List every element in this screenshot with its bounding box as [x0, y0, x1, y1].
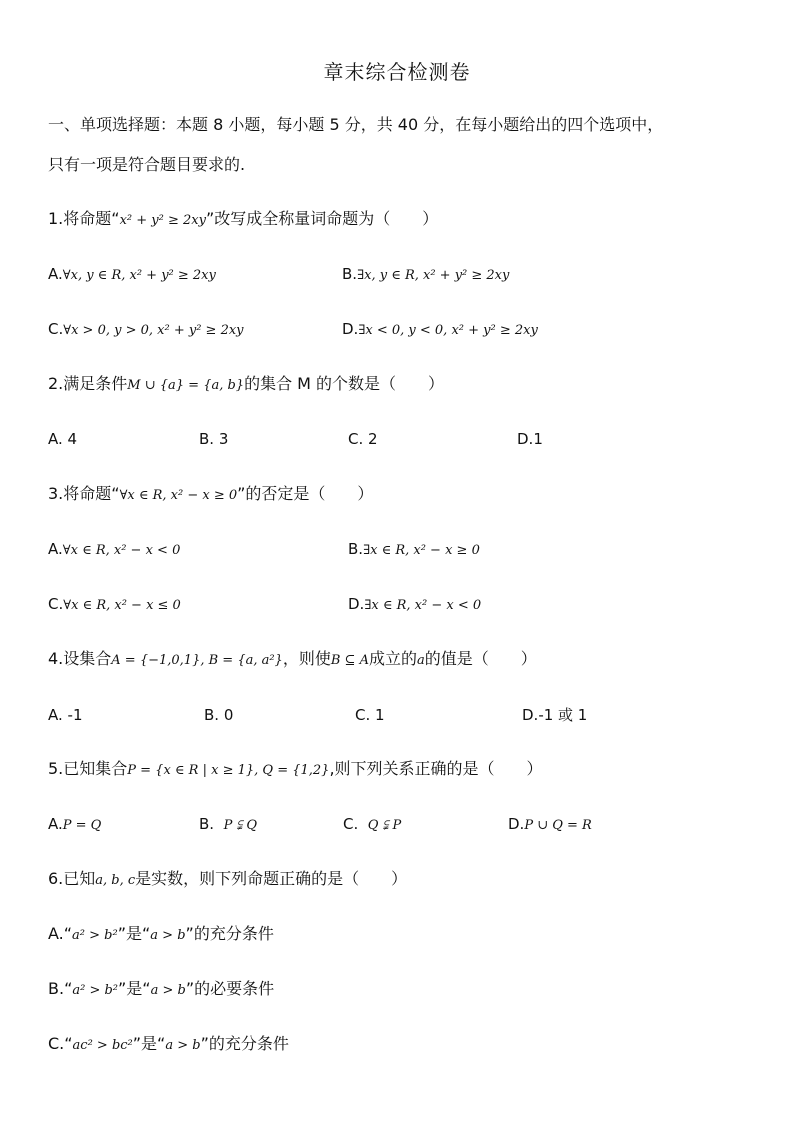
question-4-stem: 4.设集合A = {−1,0,1}, B = {a, a²}，则使B ⊆ A成立的a的值是（ ）	[48, 649, 537, 668]
question-5-math: P = {x ∈ R | x ≥ 1}, Q = {1,2}	[127, 763, 330, 778]
q3-option-c[interactable]: C.∀x ∈ R, x² − x ≤ 0	[48, 595, 181, 613]
q1-option-c[interactable]: C.∀x > 0, y > 0, x² + y² ≥ 2xy	[48, 320, 244, 338]
q3-option-d[interactable]: D.∃x ∈ R, x² − x < 0	[348, 595, 482, 613]
q2-option-c[interactable]: C. 2	[348, 430, 378, 448]
question-1-stem: 1.将命题“x² + y² ≥ 2xy”改写成全称量词命题为（ ）	[48, 209, 439, 228]
q6-option-c[interactable]: C.“ac² > bc²”是“a > b”的充分条件	[48, 1034, 289, 1053]
section-instructions-line-2: 只有一项是符合题目要求的.	[48, 155, 246, 174]
question-6-math: a, b, c	[95, 873, 136, 888]
q5-option-c[interactable]: C. Q ⫋ P	[343, 815, 402, 833]
q5-option-d[interactable]: D.P ∪ Q = R	[508, 815, 592, 833]
q1-option-a[interactable]: A.∀x, y ∈ R, x² + y² ≥ 2xy	[48, 265, 216, 283]
question-2-math: M ∪ {a} = {a, b}	[127, 378, 245, 393]
q3-option-a[interactable]: A.∀x ∈ R, x² − x < 0	[48, 540, 181, 558]
question-5-stem: 5.已知集合P = {x ∈ R | x ≥ 1}, Q = {1,2},则下列关系正确的是（ ）	[48, 759, 543, 778]
question-4-math: A = {−1,0,1}, B = {a, a²}	[111, 653, 283, 668]
q3-option-b[interactable]: B.∃x ∈ R, x² − x ≥ 0	[348, 540, 480, 558]
q4-option-d[interactable]: D.-1 或 1	[522, 706, 588, 724]
question-3-math: ∀x ∈ R, x² − x ≥ 0	[119, 488, 238, 503]
q2-option-a[interactable]: A. 4	[48, 430, 78, 448]
q2-option-b[interactable]: B. 3	[199, 430, 229, 448]
q2-option-d[interactable]: D.1	[517, 430, 543, 448]
q5-option-b[interactable]: B. P ⫋ Q	[199, 815, 257, 833]
question-2-stem: 2.满足条件M ∪ {a} = {a, b}的集合 M 的个数是（ ）	[48, 374, 445, 393]
q1-option-b[interactable]: B.∃x, y ∈ R, x² + y² ≥ 2xy	[342, 265, 510, 283]
q1-option-d[interactable]: D.∃x < 0, y < 0, x² + y² ≥ 2xy	[342, 320, 538, 338]
q6-option-b[interactable]: B.“a² > b²”是“a > b”的必要条件	[48, 979, 275, 998]
page-title: 章末综合检测卷	[323, 60, 471, 84]
section-instructions-line-1: 一、单项选择题：本题 8 小题，每小题 5 分，共 40 分，在每小题给出的四个选项中，	[48, 115, 664, 134]
question-1-math: x² + y² ≥ 2xy	[119, 213, 206, 228]
q4-option-a[interactable]: A. -1	[48, 706, 83, 724]
q5-option-a[interactable]: A.P = Q	[48, 815, 102, 833]
q4-option-c[interactable]: C. 1	[355, 706, 385, 724]
question-6-stem: 6.已知a, b, c是实数，则下列命题正确的是（ ）	[48, 869, 408, 888]
q4-option-b[interactable]: B. 0	[204, 706, 234, 724]
q6-option-a[interactable]: A.“a² > b²”是“a > b”的充分条件	[48, 924, 274, 943]
question-3-stem: 3.将命题“∀x ∈ R, x² − x ≥ 0”的否定是（ ）	[48, 484, 374, 503]
